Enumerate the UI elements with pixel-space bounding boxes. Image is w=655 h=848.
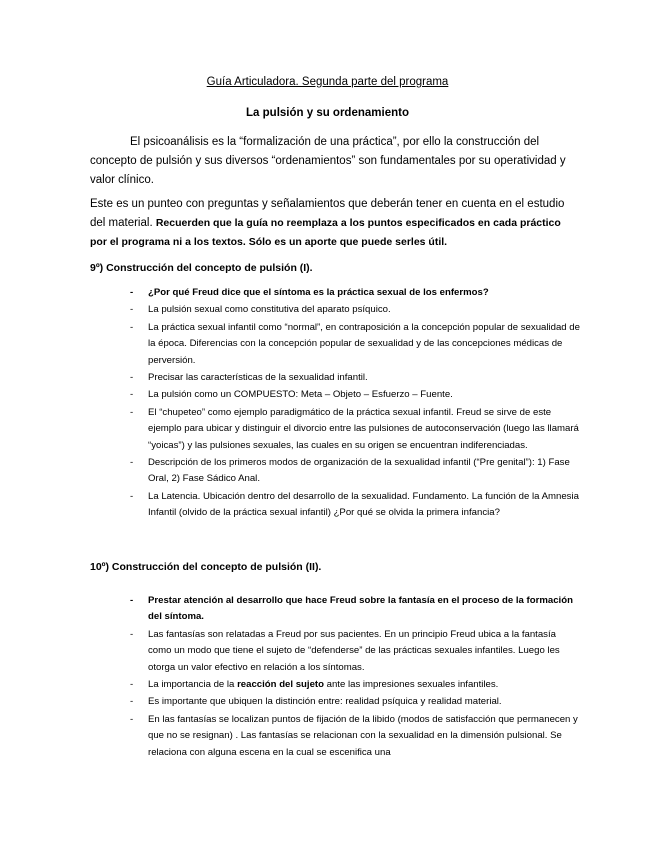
list-item: - La pulsión como un COMPUESTO: Meta – Objeto – Esfuerzo – Fuente.	[90, 387, 580, 403]
section-10-list	[90, 593, 580, 762]
list-item: - Prestar atención al desarrollo que hace Freud sobre la fantasía en el proceso de la formación del síntoma.	[90, 593, 580, 626]
intro-paragraph-2-text: Este es un punteo con preguntas y señalamientos que deberán tener en cuenta en el estudio del material.	[90, 198, 565, 229]
intro-paragraph-2-note: Recuerden que la guía no reemplaza a los puntos especificados en cada práctico por el programa ni a los textos. Sólo es un aporte que puede serles útil.	[90, 217, 561, 248]
list-item-text: La importancia de la	[148, 679, 238, 691]
list-item: - La Latencia. Ubicación dentro del desarrollo de la sexualidad. Fundamento. La función de la Amnesia Infantil (olvido de la práctica sexual infantil) ¿Por qué se olvida la primera infancia?	[90, 489, 580, 522]
list-item-emphasis: reacción del sujeto	[237, 679, 324, 691]
section-9-list	[90, 285, 580, 523]
list-item: - La pulsión sexual como constitutiva del aparato psíquico.	[90, 302, 580, 318]
list-item: - El “chupeteo” como ejemplo paradigmático de la práctica sexual infantil. Freud se sirve de este ejemplo para ubicar y distinguir el divorcio entre las pulsiones de autoconservación (luego las llamará “yoicas”) y las pulsiones sexuales, las cuales en su origen se encuentran indiferenciadas.	[90, 405, 580, 454]
document-title: Guía Articuladora. Segunda parte del programa	[206, 76, 449, 88]
list-item: - La práctica sexual infantil como “normal”, en contraposición a la concepción popular de sexualidad de la época. Diferencias con la concepción popular de sexualidad y de las concepciones médicas de perversión.	[90, 320, 580, 369]
list-item: - Precisar las características de la sexualidad infantil.	[90, 370, 580, 386]
list-item	[90, 677, 580, 693]
list-item-text: ante las impresiones sexuales infantiles.	[323, 679, 499, 691]
list-item: - Las fantasías son relatadas a Freud por sus pacientes. En un principio Freud ubica a la fantasía como un modo que tiene el sujeto de “defenderse” de las prácticas sexuales infantiles. Luego les otorga un valor efectivo en relación a los síntomas.	[90, 627, 580, 676]
section-9-heading: 9º) Construcción del concepto de pulsión (I).	[90, 262, 313, 274]
list-item: - ¿Por qué Freud dice que el síntoma es la práctica sexual de los enfermos?	[90, 285, 580, 301]
section-10-heading: 10º) Construcción del concepto de pulsión (II).	[90, 561, 322, 573]
list-item: - Es importante que ubiquen la distinción entre: realidad psíquica y realidad material.	[90, 694, 580, 710]
list-item: - En las fantasías se localizan puntos de fijación de la libido (modos de satisfacción que permanecen y que no se resignan) . Las fantasías se relacionan con la sexualidad en la dimensión pulsional. Se relaciona con alguna escena en la cual se escenifica una	[90, 712, 580, 761]
intro-paragraph-2	[90, 195, 570, 252]
list-item: - Descripción de los primeros modos de organización de la sexualidad infantil (“Pre genital”): 1) Fase Oral, 2) Fase Sádico Anal.	[90, 455, 580, 488]
document-subtitle: La pulsión y su ordenamiento	[246, 107, 409, 119]
intro-paragraph-1: El psicoanálisis es la “formalización de una práctica”, por ello la construcción del concepto de pulsión y sus diversos “ordenamientos” son fundamentales por su operatividad y valor clínico.	[90, 136, 566, 186]
